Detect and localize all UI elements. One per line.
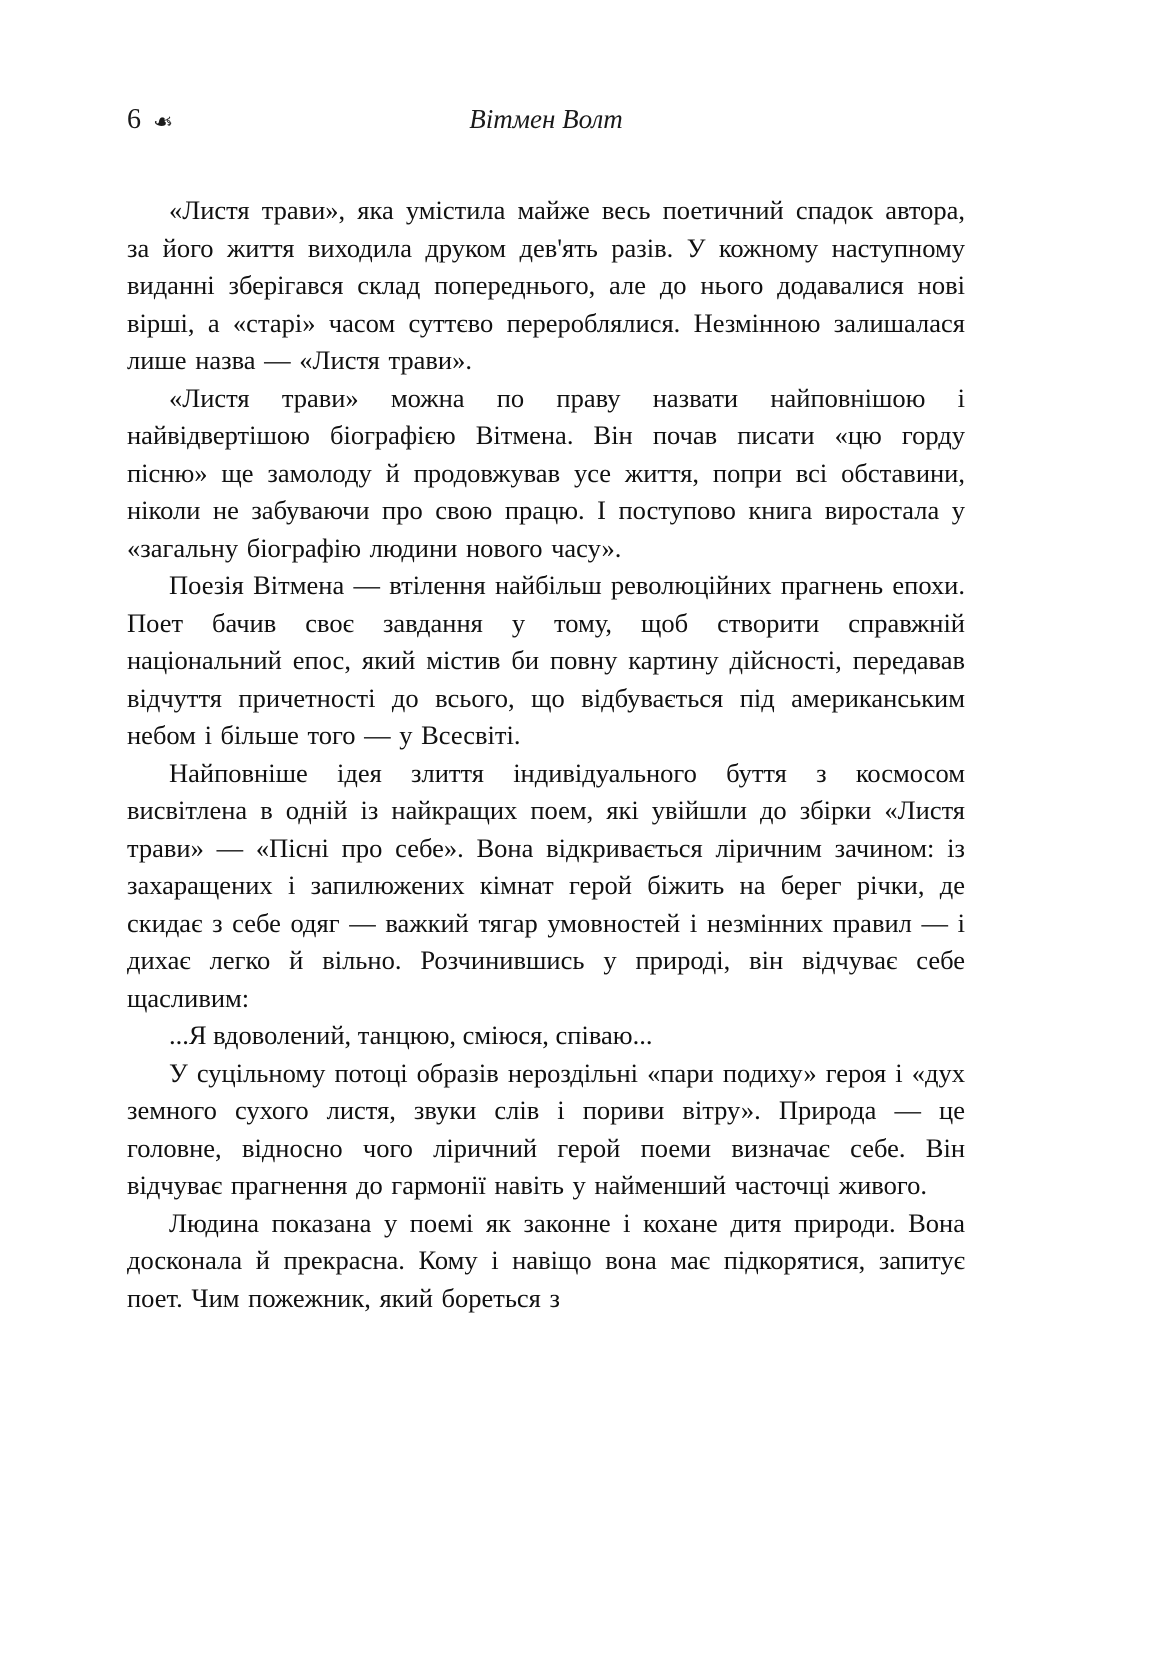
paragraph: У суцільному потоці образів нероздільні «пари подиху» героя і «дух земного сухого листя, звуки слів і пориви вітру». Природа — це головне, відносно чого ліричний герой поеми визначає себе. Він відчуває прагнення до гармонії навіть у найменший часточці живого. <box>127 1057 965 1200</box>
paragraph: Поезія Вітмена — втілення найбільш революційних прагнень епохи. Поет бачив своє завдання у тому, щоб створити справжній національний епос, який містив би повну картину дійсності, передавав відчуття причетності до всього, що відбувається під американським небом і більше того — у Всесвіті. <box>127 570 965 750</box>
fleuron-ornament-icon: ❧ <box>153 110 174 136</box>
paragraph: «Листя трави», яка умістила майже весь поетичний спадок автора, за його життя виходила друком дев'ять разів. У кожному наступному виданні зберігався склад попереднього, але до нього додавалися нові вірші, а «старі» часом суттєво перероблялися. Незмінною залишалася лише назва — «Листя трави». <box>127 195 965 375</box>
paragraph: «Листя трави» можна по праву назвати найповнішою і найвідвертішою біографією Вітмена. Він почав писати «цю горду пісню» ще замолоду й продовжував усе життя, попри всі обставини, ніколи не забуваючи про свою працю. І поступово книга виростала у «загальну біографію людини нового часу». <box>127 382 965 563</box>
page-number: 6 <box>127 104 141 135</box>
paragraph: Людина показана у поемі як законне і кохане дитя природи. Вона досконала й прекрасна. Кому і навіщо вона має підкорятися, запитує поет. Чим пожежник, який бореться з <box>127 1207 965 1313</box>
running-header <box>127 104 965 144</box>
paragraph: Найповніше ідея злиття індивідуального буття з космосом висвітлена в одній із найкращих поем, які увійшли до збірки «Листя трави» — «Пісні про себе». Вона відкривається ліричним зачином: із захаращених і запилюжених кімнат герой біжить на берег річки, де скидає з себе одяг — важкий тягар умовностей і незмінних правил — і дихає легко й вільно. Розчинившись у природі, він відчуває себе щасливим: <box>127 757 965 1013</box>
page-body-text <box>127 192 965 1317</box>
page-number-group <box>127 104 173 136</box>
running-header-title: Вітмен Волт <box>469 104 623 134</box>
verse-line: ...Я вдоволений, танцюю, сміюся, співаю... <box>169 1020 653 1050</box>
